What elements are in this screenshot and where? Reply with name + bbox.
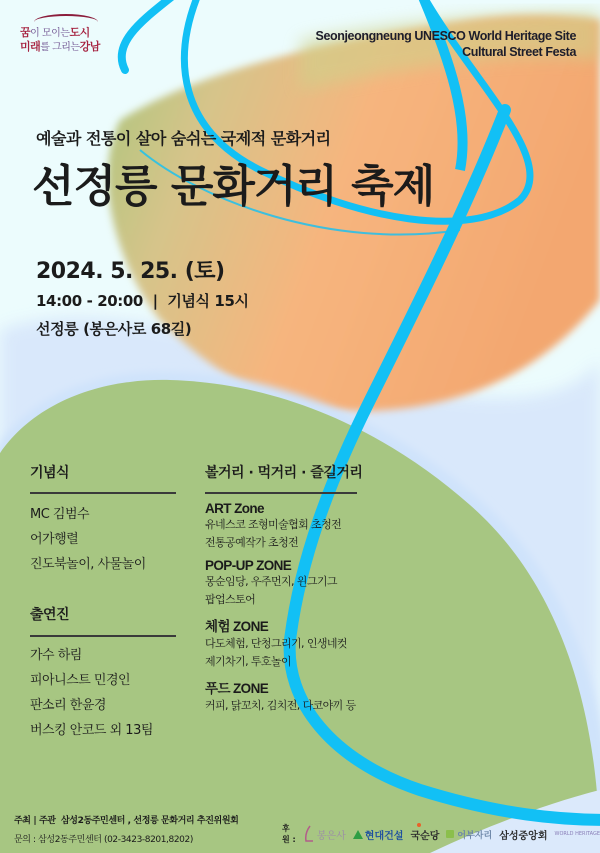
zone-experience	[205, 615, 365, 671]
bongeunsa-logo-icon	[304, 825, 314, 843]
sponsor-name: 현대건설	[364, 830, 404, 842]
english-title-line2: Cultural Street Festa	[462, 45, 576, 59]
list-item: 가수 하림	[30, 648, 82, 663]
zone-line: 유네스코 조형미술협회 초청전	[205, 518, 342, 531]
list-item: 피아니스트 민경인	[30, 673, 131, 688]
list-item: 버스킹 안코드 외 13팀	[30, 723, 153, 738]
streets-section	[205, 462, 365, 715]
english-title	[316, 28, 576, 60]
zone-line: 팝업스토어	[205, 593, 256, 606]
sponsor-samsung-jungang: 삼성중앙회	[499, 830, 548, 842]
sponsor-label: 후원 :	[282, 824, 296, 844]
zone-food	[205, 677, 365, 715]
sponsor-name: 국순당	[410, 830, 440, 842]
zone-popup	[205, 558, 365, 609]
sponsor-eobujari	[446, 828, 492, 841]
section-divider	[30, 635, 176, 637]
performers-section	[30, 604, 176, 743]
zone-line: 커피, 닭꼬치, 김치전, 다코야끼 등	[205, 699, 356, 712]
poster-subtitle: 예술과 전통이 살아 숨쉬는 국제적 문화거리	[36, 129, 331, 148]
list-item: 어가행렬	[30, 532, 79, 547]
zone-art	[205, 501, 365, 552]
host-text: 삼성2동주민센터 , 선정릉 문화거리 추진위원회	[61, 816, 239, 826]
zone-title: POP-UP ZONE	[205, 558, 292, 573]
logo-text: 이 모이는	[30, 28, 70, 39]
section-title: 볼거리 · 먹거리 · 즐길거리	[205, 465, 363, 481]
event-date: 2024. 5. 25. (토)	[36, 259, 225, 284]
logo-text: 도시	[69, 26, 90, 39]
logo-text: 꿈	[20, 26, 31, 39]
english-title-line1: Seonjeongneung UNESCO World Heritage Site	[315, 29, 576, 43]
poster-title: 선정릉 문화거리 축제	[32, 161, 435, 212]
list-item: 판소리 한윤경	[30, 698, 106, 713]
inquiry-line: 문의 : 삼성2동주민센터 (02-3423-8201,8202)	[14, 835, 193, 845]
sponsor-bongeunsa	[304, 825, 346, 843]
section-title: 기념식	[30, 465, 70, 481]
host-label: 주최 | 주관	[14, 816, 56, 826]
host-line	[14, 813, 238, 826]
section-title: 출연진	[30, 607, 70, 623]
zone-line: 다도체험, 단청그리기, 인생네컷	[205, 637, 347, 650]
list-item: 진도북놀이, 사물놀이	[30, 557, 146, 572]
triangle-logo-icon	[353, 830, 363, 839]
zone-title: 체험 ZONE	[205, 619, 269, 634]
sponsor-guksundang	[410, 827, 439, 842]
event-time: 14:00 - 20:00 | 기념식 15시	[36, 292, 249, 310]
square-logo-icon	[446, 830, 454, 838]
logo-text: 를 그리는	[40, 42, 80, 53]
sponsor-logos	[282, 822, 600, 846]
logo-text: 미래	[20, 40, 41, 53]
zone-line: 전통공예작가 초청전	[205, 536, 299, 549]
list-item: MC 김범수	[30, 507, 90, 522]
sponsor-name: 봉은사	[316, 830, 346, 842]
zone-title: ART Zone	[205, 501, 264, 516]
zone-line: 몽순임당, 우주먼지, 윈그기그	[205, 575, 337, 588]
event-place: 선정릉 (봉은사로 68길)	[36, 320, 192, 338]
sponsor-name: 어부자리	[457, 830, 493, 841]
zone-line: 제기차기, 투호놀이	[205, 655, 292, 668]
dot-icon	[417, 823, 421, 827]
section-divider	[30, 492, 176, 494]
gangnam-logo	[20, 14, 108, 54]
sponsor-world-heritage: WORLD HERITAGE	[554, 831, 600, 837]
section-divider	[205, 492, 357, 494]
zone-title: 푸드 ZONE	[205, 681, 269, 696]
sponsor-hyundai	[353, 827, 404, 842]
logo-text: 강남	[79, 40, 100, 53]
ceremony-section	[30, 462, 176, 577]
